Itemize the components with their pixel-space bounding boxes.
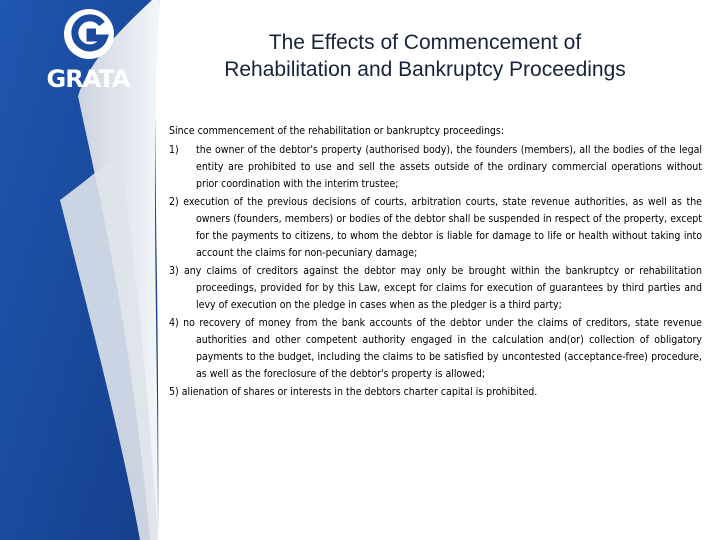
page-title-line-2: Rehabilitation and Bankruptcy Proceedings: [224, 58, 626, 81]
item-number: 4): [169, 317, 179, 329]
brand-logo: [38, 8, 138, 92]
intro-text: Since commencement of the rehabilitation or bankruptcy proceedings:: [169, 125, 505, 137]
list-item: [169, 263, 702, 314]
item-text: any claims of creditors against the debtor may only be brought within the bankruptcy or rehabilitation proceedings, provided for by this Law, except for claims for execution of guarantees by third parties and levy of execution on the pledge in cases when as the pledger is a third party;: [183, 265, 703, 311]
item-number: 3): [169, 265, 179, 277]
page-title-line-1: The Effects of Commencement of: [268, 31, 582, 54]
list-item: [169, 194, 702, 262]
item-number: 2): [169, 196, 179, 208]
page-title: [150, 29, 700, 83]
list-item: [169, 142, 702, 193]
item-text: the owner of the debtor's property (authorised body), the founders (members), all the bodies of the legal entity are prohibited to use and sell the assets outside of the ordinary commercial operations without prior coordination with the interim trustee;: [196, 144, 702, 190]
item-number: 5): [169, 386, 179, 398]
list-item: [169, 315, 702, 383]
g-logo-icon: [63, 8, 115, 60]
brand-wordmark: GRATA: [46, 65, 130, 93]
body-content: [169, 123, 702, 402]
item-number: 1): [169, 144, 179, 156]
item-text: no recovery of money from the bank accounts of the debtor under the claims of creditors, state revenue authorities and other competent authority engaged in the calculation and(or) collection of obligatory payments to the budget, including the claims to be satisfied by uncontested (acceptance-free) procedure, as well as the foreclosure of the debtor's property is allowed;: [183, 317, 702, 380]
item-text: execution of the previous decisions of courts, arbitration courts, state revenue authorities, as well as the owners (founders, members) or bodies of the debtor shall be suspended in respect of the property, except for the payments to citizens, to whom the debtor is liable for damage to life or health without taking into account the claims for non-pecuniary damage;: [183, 196, 702, 259]
list-item: [169, 384, 702, 401]
effects-list: [169, 142, 702, 401]
item-text: alienation of shares or interests in the debtors charter capital is prohibited.: [181, 386, 538, 398]
